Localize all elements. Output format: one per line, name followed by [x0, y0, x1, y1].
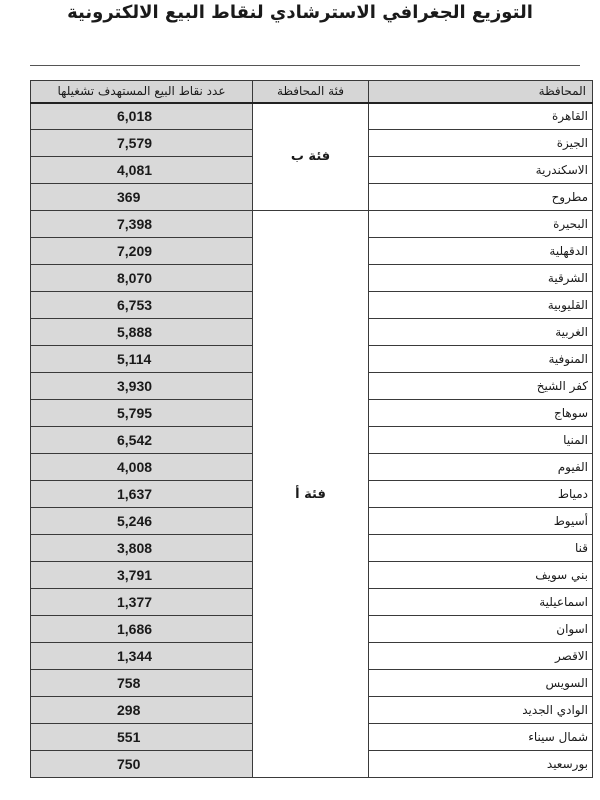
governorate-cell: القليوبية	[369, 292, 593, 319]
count-cell: 3,930	[31, 373, 253, 400]
count-cell: 4,008	[31, 454, 253, 481]
count-cell: 750	[31, 751, 253, 778]
table-row	[31, 211, 593, 238]
count-cell: 5,795	[31, 400, 253, 427]
governorate-cell: مطروح	[369, 184, 593, 211]
governorate-cell: السويس	[369, 670, 593, 697]
governorate-cell: أسيوط	[369, 508, 593, 535]
governorate-cell: شمال سيناء	[369, 724, 593, 751]
count-cell: 6,753	[31, 292, 253, 319]
count-cell: 6,018	[31, 103, 253, 130]
count-cell: 369	[31, 184, 253, 211]
governorate-cell: الاسكندرية	[369, 157, 593, 184]
header-category: فئة المحافظة	[253, 81, 369, 103]
count-cell: 1,637	[31, 481, 253, 508]
governorate-cell: بني سويف	[369, 562, 593, 589]
category-cell: فئة أ	[253, 211, 369, 778]
table-row	[31, 103, 593, 130]
governorate-cell: المنوفية	[369, 346, 593, 373]
count-cell: 8,070	[31, 265, 253, 292]
count-cell: 5,246	[31, 508, 253, 535]
count-cell: 3,791	[31, 562, 253, 589]
document-title: التوزيع الجغرافي الاسترشادي لنقاط البيع الالكترونية	[67, 2, 533, 23]
governorate-cell: الاقصر	[369, 643, 593, 670]
top-divider	[30, 65, 580, 66]
governorate-cell: بورسعيد	[369, 751, 593, 778]
table-body	[31, 103, 593, 778]
category-cell: فئة ب	[253, 103, 369, 211]
count-cell: 3,808	[31, 535, 253, 562]
count-cell: 4,081	[31, 157, 253, 184]
governorate-cell: الجيزة	[369, 130, 593, 157]
count-cell: 298	[31, 697, 253, 724]
count-cell: 7,398	[31, 211, 253, 238]
governorate-cell: كفر الشيخ	[369, 373, 593, 400]
count-cell: 1,344	[31, 643, 253, 670]
count-cell: 758	[31, 670, 253, 697]
count-cell: 7,209	[31, 238, 253, 265]
count-cell: 5,888	[31, 319, 253, 346]
governorate-cell: اسماعيلية	[369, 589, 593, 616]
header-governorate: المحافظة	[369, 81, 593, 103]
header-count: عدد نقاط البيع المستهدف تشغيلها	[31, 81, 253, 103]
governorate-cell: الشرقية	[369, 265, 593, 292]
table-header-row	[31, 81, 593, 103]
governorate-cell: قنا	[369, 535, 593, 562]
governorate-cell: الدقهلية	[369, 238, 593, 265]
governorate-cell: المنيا	[369, 427, 593, 454]
distribution-table	[30, 80, 593, 778]
governorate-cell: دمياط	[369, 481, 593, 508]
governorate-cell: القاهرة	[369, 103, 593, 130]
count-cell: 7,579	[31, 130, 253, 157]
governorate-cell: البحيرة	[369, 211, 593, 238]
governorate-cell: اسوان	[369, 616, 593, 643]
governorate-cell: سوهاج	[369, 400, 593, 427]
count-cell: 5,114	[31, 346, 253, 373]
count-cell: 1,686	[31, 616, 253, 643]
count-cell: 6,542	[31, 427, 253, 454]
governorate-cell: الفيوم	[369, 454, 593, 481]
governorate-cell: الوادي الجديد	[369, 697, 593, 724]
governorate-cell: الغربية	[369, 319, 593, 346]
count-cell: 1,377	[31, 589, 253, 616]
count-cell: 551	[31, 724, 253, 751]
